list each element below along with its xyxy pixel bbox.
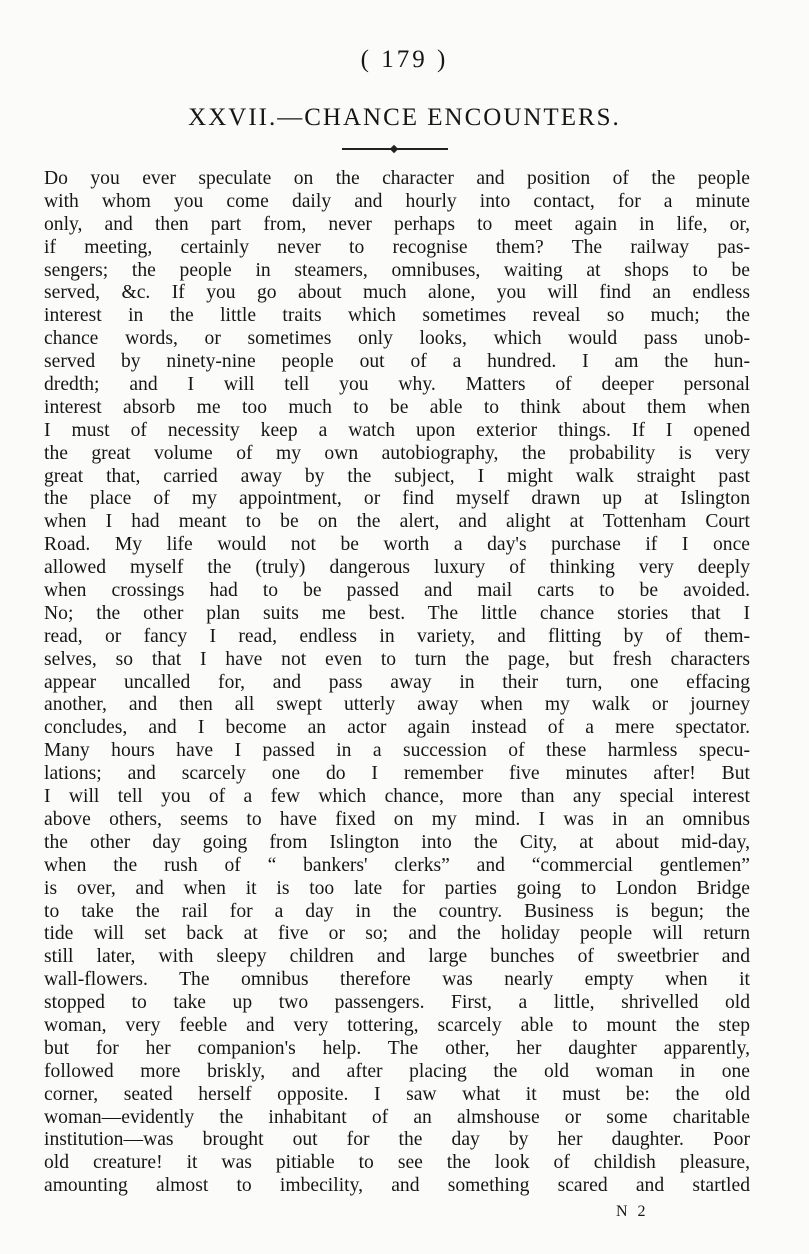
text-line: woman—evidently the inhabitant of an almshouse or some charitable [44, 1106, 750, 1128]
text-line: tide will set back at five or so; and the holiday people will return [44, 923, 750, 945]
body-paragraph [44, 168, 750, 1198]
page-number: ( 179 ) [360, 46, 449, 73]
text-line: institution—was brought out for the day by her daughter. Poor [44, 1129, 750, 1151]
text-line: appear uncalled for, and pass away in their turn, one effacing [44, 671, 750, 693]
text-line: corner, seated herself opposite. I saw what it must be: the old [44, 1083, 750, 1105]
text-line: I will tell you of a few which chance, more than any special interest [44, 786, 750, 808]
text-line: woman, very feeble and very tottering, scarcely able to mount the step [44, 1014, 750, 1036]
text-line: No; the other plan suits me best. The little chance stories that I [44, 602, 750, 624]
text-line: to take the rail for a day in the country. Business is begun; the [44, 900, 750, 922]
text-line: sengers; the people in steamers, omnibuses, waiting at shops to be [44, 259, 750, 281]
text-line: but for her companion's help. The other, her daughter apparently, [44, 1037, 750, 1059]
text-line: followed more briskly, and after placing the old woman in one [44, 1060, 750, 1082]
text-line: the place of my appointment, or find myself drawn up at Islington [44, 488, 750, 510]
chapter-title: XXVII.—CHANCE ENCOUNTERS. [188, 104, 621, 131]
text-line: if meeting, certainly never to recognise them? The railway pas- [44, 236, 750, 258]
text-line: when crossings had to be passed and mail carts to be avoided. [44, 580, 750, 602]
text-line: above others, seems to have fixed on my mind. I was in an omnibus [44, 808, 750, 830]
title-ornament [342, 146, 448, 152]
text-line: read, or fancy I read, endless in variety, and flitting by of them- [44, 625, 750, 647]
text-line: allowed myself the (truly) dangerous luxury of thinking very deeply [44, 557, 750, 579]
text-line: stopped to take up two passengers. First, a little, shrivelled old [44, 992, 750, 1014]
text-line: selves, so that I have not even to turn the page, but fresh characters [44, 648, 750, 670]
text-line: Road. My life would not be worth a day's purchase if I once [44, 534, 750, 556]
text-line: still later, with sleepy children and large bunches of sweetbrier and [44, 946, 750, 968]
text-line: the other day going from Islington into the City, at about mid-day, [44, 831, 750, 853]
text-line: chance words, or sometimes only looks, which would pass unob- [44, 328, 750, 350]
text-line: with whom you come daily and hourly into contact, for a minute [44, 190, 750, 212]
text-line: old creature! it was pitiable to see the look of childish pleasure, [44, 1152, 750, 1174]
text-line: the great volume of my own autobiography, the probability is very [44, 442, 750, 464]
text-line: served by ninety-nine people out of a hundred. I am the hun- [44, 351, 750, 373]
text-line: lations; and scarcely one do I remember five minutes after! But [44, 763, 750, 785]
printer-signature: N 2 [616, 1203, 649, 1220]
text-line: great that, carried away by the subject, I might walk straight past [44, 465, 750, 487]
text-line: dredth; and I will tell you why. Matters of deeper personal [44, 374, 750, 396]
text-line: interest in the little traits which sometimes reveal so much; the [44, 305, 750, 327]
text-line: is over, and when it is too late for parties going to London Bridge [44, 877, 750, 899]
text-line: Do you ever speculate on the character and position of the people [44, 168, 750, 189]
text-line: interest absorb me too much to be able to think about them when [44, 396, 750, 418]
text-line: only, and then part from, never perhaps to meet again in life, or, [44, 213, 750, 235]
diamond-icon [390, 145, 398, 153]
text-line: I must of necessity keep a watch upon exterior things. If I opened [44, 419, 750, 441]
text-line: another, and then all swept utterly away when my walk or journey [44, 694, 750, 716]
text-line: served, &c. If you go about much alone, you will find an endless [44, 282, 750, 304]
text-line: when I had meant to be on the alert, and alight at Tottenham Court [44, 511, 750, 533]
text-line: amounting almost to imbecility, and something scared and startled [44, 1175, 750, 1197]
text-line: when the rush of “ bankers' clerks” and “commercial gentlemen” [44, 854, 750, 876]
text-line: Many hours have I passed in a succession of these harmless specu- [44, 740, 750, 762]
text-line: concludes, and I become an actor again instead of a mere spectator. [44, 717, 750, 739]
text-line: wall-flowers. The omnibus therefore was nearly empty when it [44, 969, 750, 991]
